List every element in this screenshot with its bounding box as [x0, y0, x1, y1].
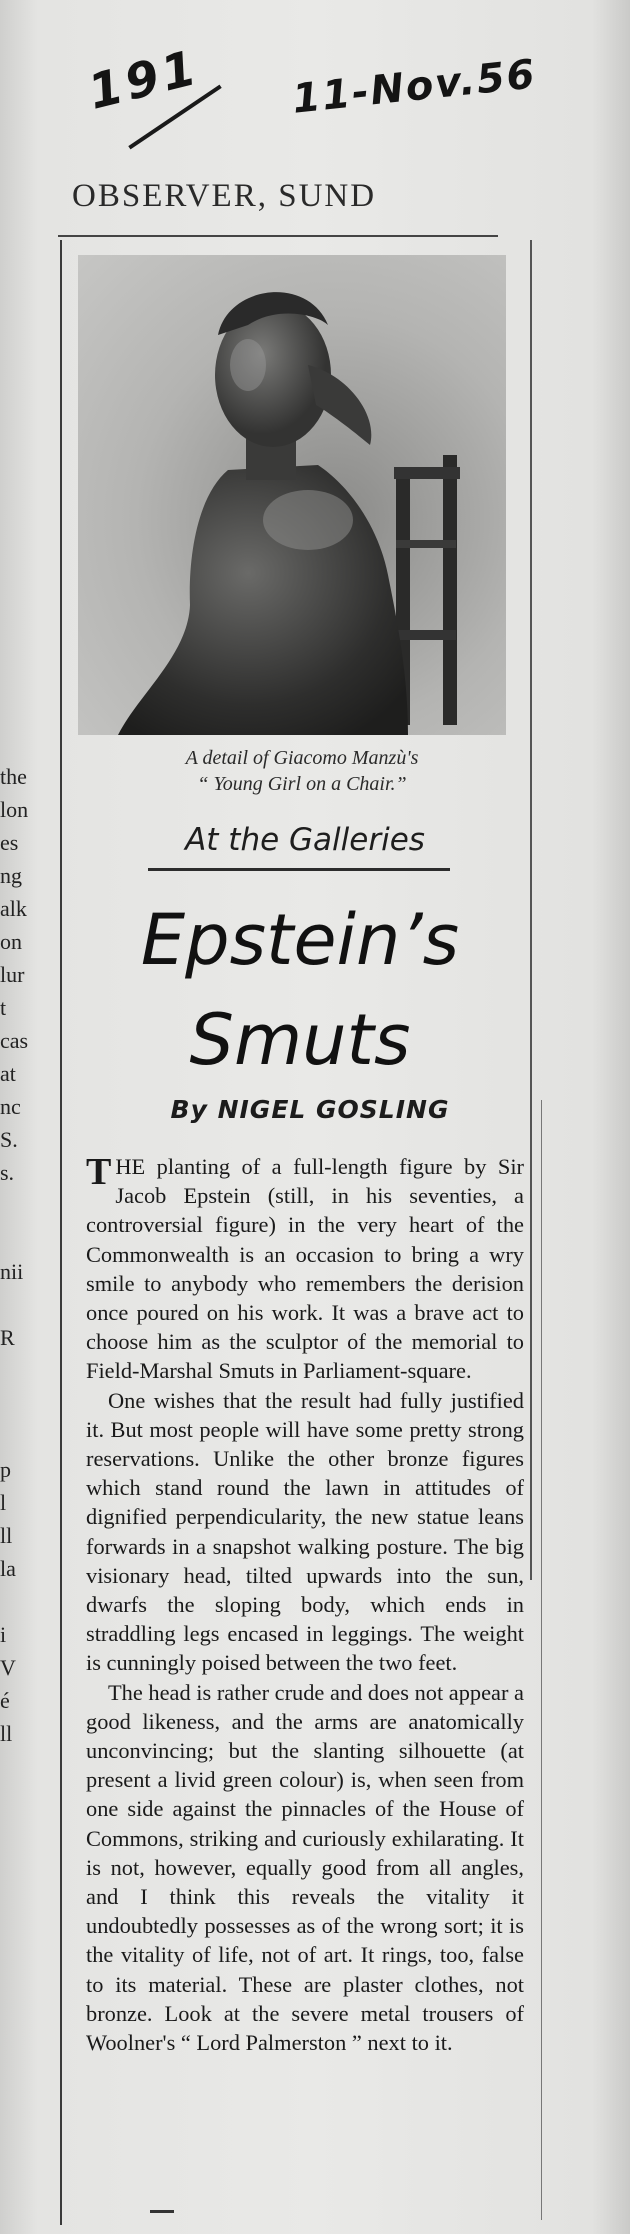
fragment-line: nii	[0, 1259, 24, 1284]
fragment-line	[0, 1387, 58, 1420]
fragment-line: on	[0, 929, 22, 954]
column-rule-right-inner	[541, 1100, 542, 2220]
fragment-line: ll	[0, 1721, 13, 1746]
masthead-rule	[58, 235, 498, 237]
paragraph-2: One wishes that the result had fully justified it. But most people will have some pretty strong reservations. Unlike the other bronze figures which stand round the lawn in attitudes of dignified perpendicularity, the new statue leans forwards in a snapshot walking posture. The big visionary head, tilted upwards into the sun, dwarfs the sloping body, which ends in straddling legs encased in leggings. The weight is cunningly poised between the two feet.	[86, 1387, 524, 1676]
handwritten-number: 191	[82, 39, 206, 121]
fragment-line	[0, 1585, 58, 1618]
handwritten-date: 11-Nov.56	[290, 51, 539, 123]
fragment-line: p	[0, 1457, 11, 1482]
fragment-line: lur	[0, 962, 25, 987]
drop-cap: T	[86, 1151, 112, 1193]
fragment-line: ng	[0, 863, 22, 888]
paragraph-3: The head is rather crude and does not appear a good likeness, and the arms are anatomically unconvincing; but the slanting silhouette (at present a livid green colour) is, when seen from one side against the pinnacles of the House of Commons, striking and curiously exhilarating. It is not, however, equally good from all angles, and I think this reveals the vitality it undoubtedly possesses as of the wrong sort; it is the vitality of life, not of art. It rings, too, false to its material. These are plaster clothes, not bronze. Look at the severe metal trousers of Woolner's “ Lord Palmerston ” next to it.	[86, 1679, 524, 2056]
fragment-line: t	[0, 995, 7, 1020]
headline	[80, 890, 520, 1090]
paragraph-1-text: HE planting of a full-length figure by Sir Jacob Epstein (still, in his seventies, a controversial figure) in the very heart of the Commonwealth is an occasion to bring a wry smile to anybody who remembers the derision once poured on his work. It was a brave act to choose him as the sculptor of the memorial to Field-Marshal Smuts in Parliament-square.	[86, 1154, 524, 1384]
adjacent-column-fragments	[0, 760, 58, 1750]
headline-line-2: Smuts	[189, 999, 411, 1081]
fragment-line: s.	[0, 1160, 15, 1185]
fragment-line: la	[0, 1556, 16, 1581]
caption-line-2: “ Young Girl on a Chair.”	[197, 773, 407, 795]
sculpture-photo	[78, 255, 506, 735]
fragment-line: l	[0, 1490, 7, 1515]
fragment-line: é	[0, 1688, 10, 1713]
article-body	[86, 1152, 524, 2057]
fragment-line	[0, 1354, 58, 1387]
fragment-line: at	[0, 1061, 16, 1086]
newspaper-masthead: OBSERVER, SUND	[72, 178, 377, 214]
headline-line-1: Epstein’s	[140, 899, 460, 981]
end-mark	[150, 2210, 174, 2213]
fragment-line	[0, 1420, 58, 1453]
fragment-line: the	[0, 764, 27, 789]
fragment-line: S.	[0, 1127, 18, 1152]
kicker-underline	[148, 868, 450, 871]
fragment-line: es	[0, 830, 19, 855]
fragment-line: lon	[0, 797, 29, 822]
fragment-line: R	[0, 1325, 15, 1350]
fragment-line: i	[0, 1622, 7, 1647]
section-kicker: At the Galleries	[185, 822, 425, 858]
caption-line-1: A detail of Giacomo Manzù's	[185, 747, 419, 769]
sculpture-image	[78, 255, 506, 735]
fragment-line	[0, 1222, 58, 1255]
fragment-line: alk	[0, 896, 27, 921]
photo-caption	[92, 745, 512, 797]
fragment-line: nc	[0, 1094, 21, 1119]
fragment-line: V	[0, 1655, 16, 1680]
fragment-line: ll	[0, 1523, 13, 1548]
fragment-line	[0, 1288, 58, 1321]
paragraph-1	[86, 1152, 524, 1386]
fragment-line: cas	[0, 1028, 29, 1053]
column-rule-right	[530, 240, 532, 1580]
column-rule-left	[60, 240, 62, 2225]
fragment-line	[0, 1189, 58, 1222]
byline: By NIGEL GOSLING	[170, 1095, 450, 1124]
